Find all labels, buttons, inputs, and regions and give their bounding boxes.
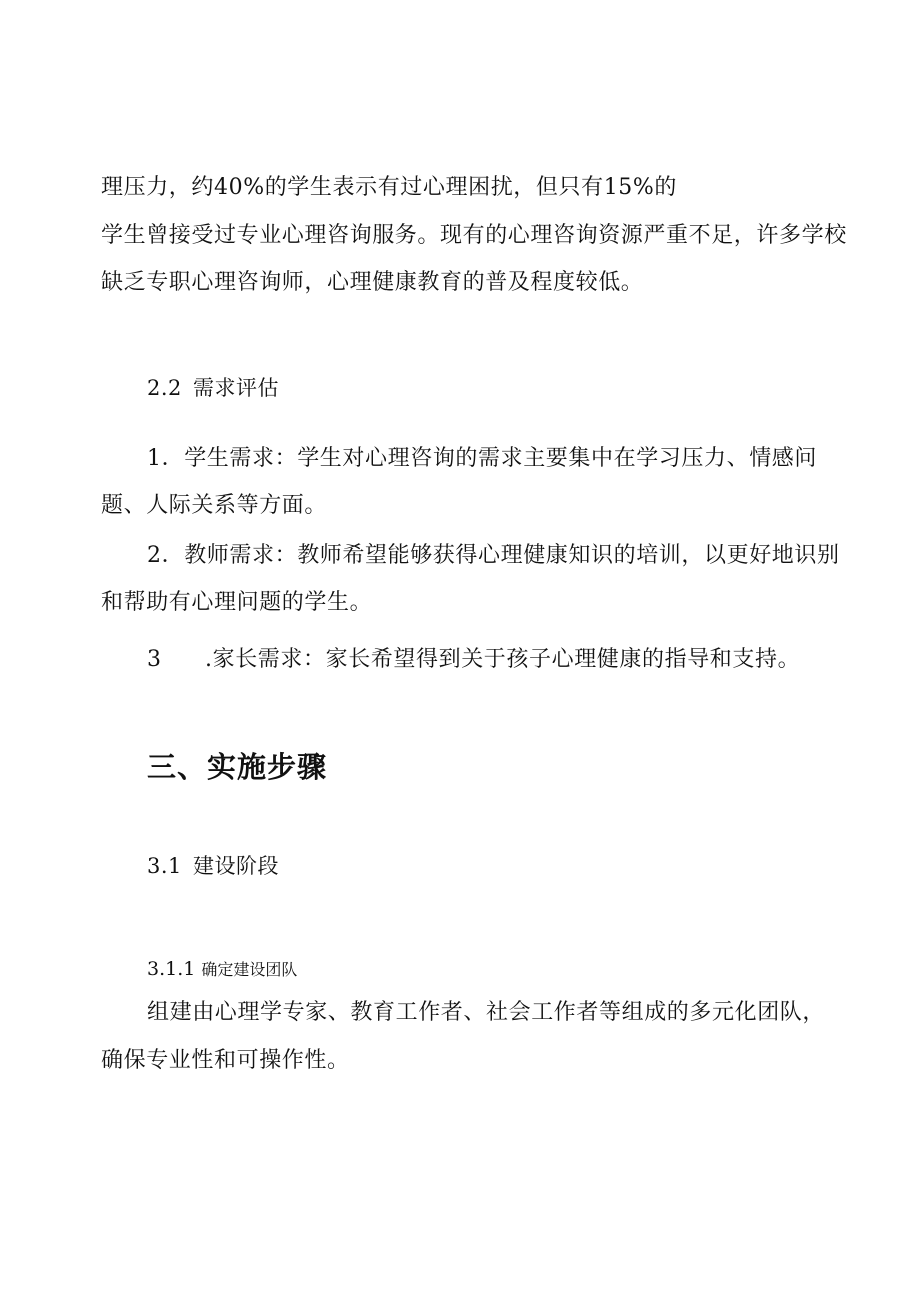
section-3-heading: 三、实施步骤 xyxy=(147,750,328,784)
need-1-line-2: 题、人际关系等方面。 xyxy=(101,493,328,518)
section-2-2-heading xyxy=(147,373,279,403)
need-2-line-2: 和帮助有心理问题的学生。 xyxy=(101,590,373,615)
section-3-1-1-line-1: 组建由心理学专家、教育工作者、社会工作者等组成的多元化团队， xyxy=(147,1000,826,1025)
section-3-1-heading xyxy=(147,851,279,881)
intro-line-1: 理压力，约40%的学生表示有过心理困扰，但只有15%的 xyxy=(101,175,677,200)
need-3-number: 3 xyxy=(147,647,162,672)
section-3-1-1-line-2: 确保专业性和可操作性。 xyxy=(101,1048,350,1073)
need-2-line-1: 2．教师需求：教师希望能够获得心理健康知识的培训，以更好地识别 xyxy=(147,543,840,568)
intro-line-2: 学生曾接受过专业心理咨询服务。现有的心理咨询资源严重不足，许多学校 xyxy=(101,223,847,248)
section-3-1-1-number: 3.1.1 xyxy=(147,958,196,980)
need-1-line-1: 1．学生需求：学生对心理咨询的需求主要集中在学习压力、情感问 xyxy=(147,446,817,471)
section-3-1-number: 3.1 xyxy=(147,854,182,878)
section-3-1-1-title: 确定建设团队 xyxy=(201,960,298,979)
need-3-line xyxy=(147,645,800,675)
section-2-2-title: 需求评估 xyxy=(193,376,279,400)
section-3-1-1-heading xyxy=(147,956,297,983)
intro-line-3: 缺乏专职心理咨询师，心理健康教育的普及程度较低。 xyxy=(101,270,644,295)
section-3-1-title: 建设阶段 xyxy=(193,854,279,878)
section-2-2-number: 2.2 xyxy=(147,376,182,400)
need-3-text: .家长需求：家长希望得到关于孩子心理健康的指导和支持。 xyxy=(205,647,801,672)
